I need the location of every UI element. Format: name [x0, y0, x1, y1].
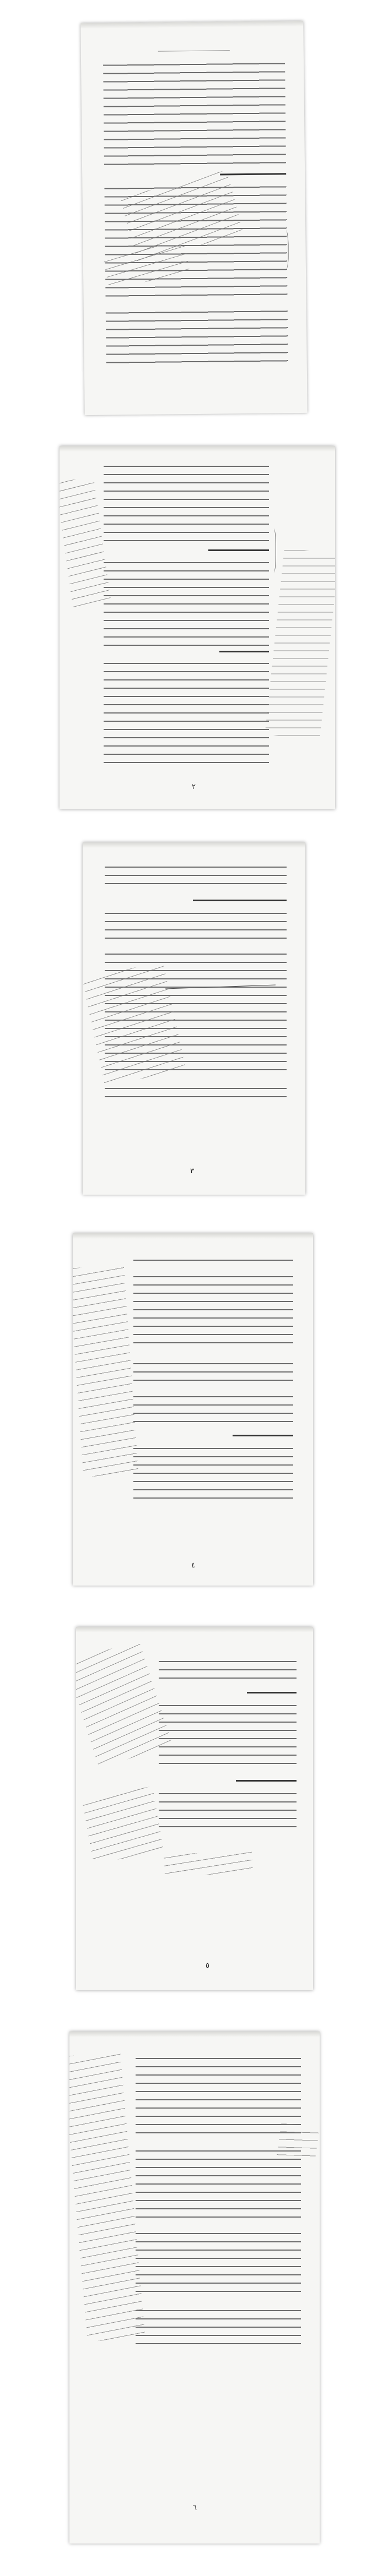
handwritten-marginal-note: [82, 1787, 164, 1864]
page-number: ٣: [190, 1167, 194, 1175]
page-body-text: [133, 1256, 293, 1266]
page-body-text: [105, 910, 287, 943]
handwritten-marginal-note: [164, 1850, 253, 1877]
page-body-text: [104, 559, 269, 647]
page-number: ٢: [192, 783, 196, 791]
page-body-text: [136, 2147, 301, 2219]
section-heading: [247, 1692, 297, 1693]
page-body-text: [159, 1790, 297, 1834]
page-body-text: [136, 2230, 301, 2296]
document-page-2: [60, 446, 335, 809]
scan-edge: [80, 21, 303, 29]
page-body-text: [133, 1273, 293, 1350]
page-number: ٤: [191, 1561, 195, 1570]
page-body-text: [104, 462, 269, 545]
page-body-text: [105, 863, 287, 888]
page-body-text: [136, 2307, 301, 2351]
section-heading: [220, 173, 286, 175]
page-number: ٦: [193, 2504, 197, 2512]
page-body-text: [159, 1702, 297, 1768]
page-body-text: [133, 1445, 293, 1505]
page-body-text: [106, 307, 288, 369]
page-body-text: [104, 660, 269, 770]
section-heading: [233, 1435, 293, 1436]
document-page-4: [73, 1233, 313, 1586]
section-heading: [193, 900, 287, 901]
section-heading: [208, 549, 269, 551]
handwritten-marginal-note: [69, 2051, 145, 2341]
handwritten-marginal-note: [265, 548, 335, 740]
scan-edge: [83, 842, 305, 848]
scan-edge: [69, 2032, 320, 2037]
header-rule: [158, 50, 230, 51]
page-body-text: [133, 1360, 293, 1382]
page-body-text: [159, 1658, 297, 1684]
document-page-3: [83, 842, 305, 1195]
handwritten-bracket-mark: [282, 230, 289, 269]
handwritten-bracket-mark: [270, 529, 276, 573]
page-body-text: [105, 1085, 287, 1101]
scan-edge: [60, 446, 335, 451]
page-body-text: [133, 1393, 293, 1426]
page-number: ٥: [206, 1962, 209, 1970]
handwritten-marginal-note: [73, 1265, 138, 1477]
scan-edge: [73, 1233, 313, 1239]
document-page-5: [76, 1627, 313, 1990]
scan-edge: [76, 1627, 313, 1632]
section-heading: [219, 651, 269, 652]
document-page-6: [69, 2032, 320, 2544]
handwritten-marginal-note: [277, 2122, 320, 2160]
page-body-text: [103, 59, 286, 168]
section-heading: [236, 1780, 297, 1782]
document-page-1: [80, 21, 307, 415]
page-body-text: [136, 2055, 301, 2137]
